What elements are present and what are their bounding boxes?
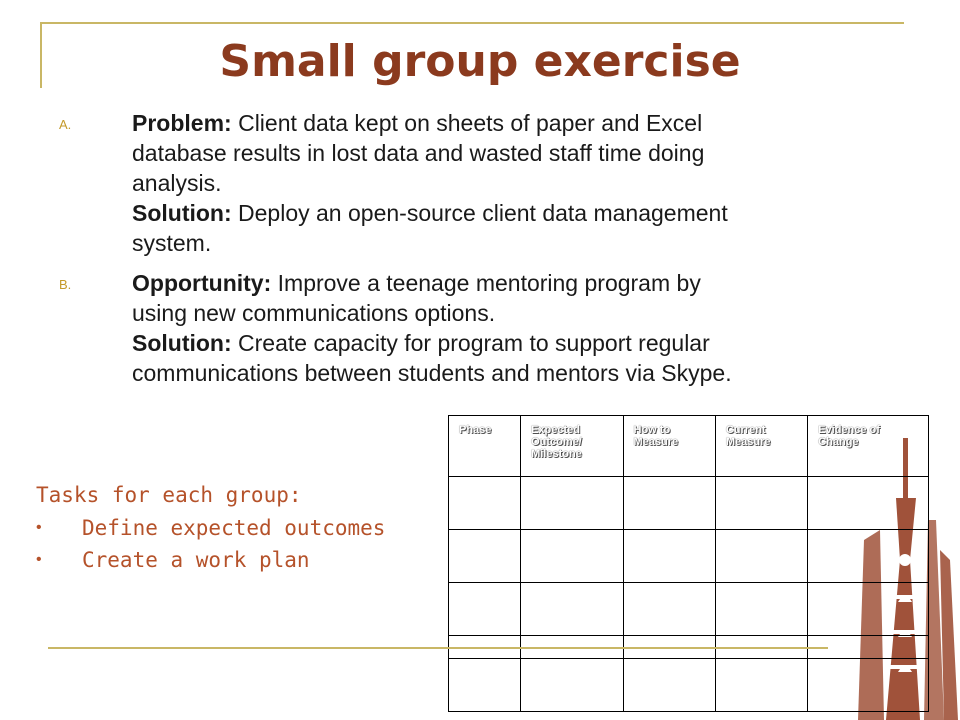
frame-bottom-rule bbox=[48, 647, 448, 649]
solution-text: system. bbox=[132, 230, 212, 256]
solution-text: communications between students and mentors via Skype. bbox=[132, 360, 732, 386]
opportunity-text: using new communications options. bbox=[132, 300, 496, 326]
table-row bbox=[449, 530, 929, 583]
opportunity-label: Opportunity: bbox=[132, 270, 272, 296]
frame-bottom-rule bbox=[448, 647, 828, 649]
solution-text: Create capacity for program to support regular bbox=[231, 330, 710, 356]
solution-text: Deploy an open-source client data management bbox=[231, 200, 728, 226]
col-header-how-to-measure: How to Measure bbox=[623, 416, 715, 477]
task-text: Create a work plan bbox=[82, 548, 310, 572]
problem-text: analysis. bbox=[132, 170, 222, 196]
col-header-phase: Phase bbox=[449, 416, 521, 477]
task-item bbox=[36, 544, 385, 576]
list-item-b bbox=[54, 268, 914, 388]
list-marker: A. bbox=[59, 117, 72, 132]
table-row bbox=[449, 583, 929, 636]
col-header-current-measure: Current Measure bbox=[715, 416, 807, 477]
tasks-heading: Tasks for each group: bbox=[36, 483, 302, 507]
table-row bbox=[449, 659, 929, 712]
col-header-expected-outcome: Expected Outcome/ Milestone bbox=[521, 416, 623, 477]
frame-top-rule bbox=[40, 22, 904, 24]
bullet-dot: • bbox=[36, 519, 42, 536]
slide-title: Small group exercise bbox=[219, 36, 741, 87]
list-marker: B. bbox=[59, 277, 72, 292]
table-header-row bbox=[449, 416, 929, 477]
bullet-dot: • bbox=[36, 551, 42, 568]
task-item bbox=[36, 512, 385, 544]
table-row bbox=[449, 477, 929, 530]
opportunity-text: Improve a teenage mentoring program by bbox=[271, 270, 701, 296]
col-header-evidence-of-change: Evidence of Change bbox=[808, 416, 929, 477]
task-text: Define expected outcomes bbox=[82, 516, 386, 540]
problem-text: database results in lost data and wasted staff time doing bbox=[132, 140, 705, 166]
problem-text: Client data kept on sheets of paper and Excel bbox=[231, 110, 703, 136]
solution-label: Solution: bbox=[132, 330, 232, 356]
tasks-block bbox=[36, 478, 385, 576]
work-plan-table bbox=[448, 415, 929, 712]
problem-list bbox=[54, 108, 914, 398]
list-item-a bbox=[54, 108, 914, 258]
solution-label: Solution: bbox=[132, 200, 232, 226]
problem-label: Problem: bbox=[132, 110, 232, 136]
